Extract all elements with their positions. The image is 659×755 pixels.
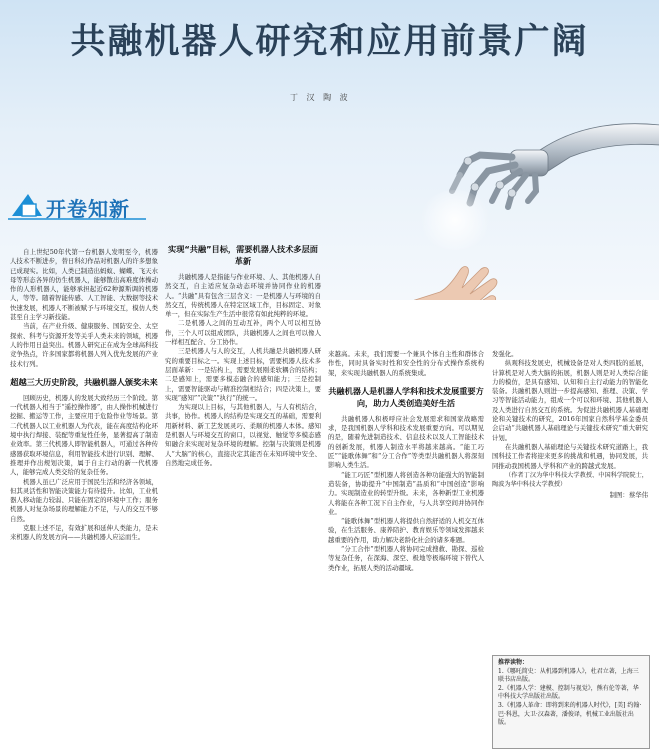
paragraph: 在共融机器人基础理论与关键技术研究道路上，我国科技工作者将迎来更多的挑战和机遇，协同发展，共同推动我国机器人学科和产业的跨越式发展。 [492,442,648,470]
author-note: （作者丁汉为华中科技大学教授、中国科学院院士，陶波为华中科技大学教授） [492,471,648,488]
paragraph: 回顾历史，机器人的发展大致经历三个阶段。第一代机器人相当于“遥控操作器”，由人操作机械进行挖掘、搬运等工作，主要应用于危险作业等场景。第二代机器人以工业机器人为代表，能在高度结构化环境中执行焊接、装配等重复性任务，显著提高了制造业效率。第三代机器人即智能机器人，可通过各种传感器获取环境信息，利用智能技术进行识别、理解、推理并作出规划决策，属于自主行动的新一代机器人，能够完成人类交给的复杂任务。 [10,393,158,477]
recommended-item: 3.《机器人革命：即将到来的机器人时代》，[美] 约翰·巴·科恩，大卫·汉森著，潘俊译，机械工业出版社出版。 [498,701,642,727]
robot-hand-illustration [360,95,659,230]
column-2 [165,236,321,468]
paragraph: 机器人虽已广泛应用于国民生活和经济各领域，但其灵活性和智能决策能力有待提升。比如，工业机器人移动能力较弱、只能在固定的环境中工作；服务机器人对复杂场景的理解能力不足，与人的交互不够自然。 [10,477,158,523]
paragraph: 二是机器人之间的互动互补，两个人可以相互协作，三个人可以组成团队，共融机器人之间也可以像人一样相互配合、分工协作。 [165,319,321,347]
paragraph: 当前，在产业升级、健康服务、国防安全、太空探索、科考与资源开发等关乎人类未来的领域，机器人的作用日益突出。机器人研究正在成为全球高科技竞争热点，许多国家都将机器人列入优先发展的产业技术行列。 [10,322,158,368]
paragraph: 共融机器人积极呼应社会发展需求和国家战略需求，是我国机器人学科和技术发展重要方向。可以期见的是，随着先进制造技术、信息技术以及人工智能技术的创新发展，机器人制造水平将越来越高。“能工巧匠”“能歌体舞”和“分工合作”等类型共融机器人将深刻影响人类生活。 [328,414,484,470]
paragraph: 共融机器人是指能与作业环境、人、其他机器人自然交互，自主适应复杂动态环境并协同作业的机器人。“共融”具有包含三层含义：一是机器人与环境的自然交互，传统机器人在特定区域工作，目标固定、对象单一，但在实际生产生活中很常有如此纯粹的环境。 [165,273,321,319]
subheading: 共融机器人是机器人学科和技术发展重要方向，助力人类创造美好生活 [328,385,484,408]
subheading: 超越三大历史阶段，共融机器人颁奖未来 [10,376,158,387]
paragraph: 三是机器人与人的交互，人机共融是共融机器人研究的重要目标之一。实现上述目标，需要机器人技术多层面革新：一是结构上，需要发展刚柔软耦合的结构；二是感知上，需要多模态融合的感知能力；三是控制上，需要智能驱动与精准控制相结合；四是决策上，要实现“感知”“决策”“执行”的统一。 [165,347,321,402]
paragraph: “分工合作”型机器人将协同完成搜救、勘探、巡检等复杂任务，在深海、深空、极地等极端环境下替代人类作业，拓展人类的活动疆域。 [328,545,484,572]
article-title: 共融机器人研究和应用前景广阔 [70,22,589,62]
column-1 [10,248,158,543]
recommended-heading: 推荐读物： [498,659,529,666]
paragraph: 为实现以上目标，与其他机器人，与人有机结合，共事，协作。机器人的结构是实现交互的基础，需要利用新材料、新工艺发展灵巧、柔顺的机器人本体。感知是机器人与环境交互的窗口，以视觉、触觉等多模态感知融合来实现对复杂环境的理解。控制与决策则是机器人“大脑”的核心，直接决定其能否在未知环境中安全、自然地完成任务。 [165,403,321,467]
recommended-reading-box [492,655,650,749]
paragraph: 发强化。 [492,350,518,358]
section-badge-label: 开卷知新 [46,197,130,221]
subheading: 实现“共融”目标，需要机器人技术多层面革新 [168,244,318,266]
section-badge [8,190,146,222]
column-4 [492,350,648,500]
recommended-item: 2.《机器人学：建模、控制与视觉》，熊有伦等著，华中科技大学出版社出版。 [498,684,639,701]
paragraph: “能歌体舞”型机器人将提供自然舒适的人机交互体验，在生活服务、康养陪护、教育娱乐等领域发挥越来越重要的作用，助力解决老龄化社会的诸多难题。 [328,517,484,544]
paragraph: 克服上述不足，有效扩展和延伸人类能力，是未来机器人的发展方向——共融机器人应运而生。 [10,524,158,542]
paragraph: 来越高。未来，我们需要一个兼具个体自主性和群体合作性，同时具备实时性和安全性的分布式操作系统构架，来实现共融机器人的系统集成。 [328,350,484,377]
paragraph: 纵观科技发展史，机械设备是对人类四肢的延展，计算机是对人类大脑的拓展，机器人则是对人类综合能力的模仿，是具有感知、认知和自主行动能力的智能化装备。共融机器人则进一步提高感知、推理、决策、学习等智能活动能力，组成一个可以和环境、其他机器人及人类进行自然交互的系统。为促进共融机器人基础理论和关键技术的研究，2016年国家自然科学基金委员会启动“共融机器人基础理论与关键技术研究”重大研究计划。 [492,359,648,442]
article-author: 丁 汉 陶 波 [290,93,351,102]
recommended-item: 1.《哪吒简史：从机器到机器人》，杜君立著，上海三联书店出版。 [498,667,639,684]
paragraph: 自上世纪50年代第一台机器人发明至今，机器人技术不断进步，替日科幻作品对机器人的许多想象已成现实。比如，人类已制造出蚂蚁、蝴蝶、飞天水母等形态各异的仿生机器人，能够散出高难度体操动作的人形机器人，能够承担起近62种源斯调的机器人，等等。随着智能传感、人工智能、大数据等技术快速发展，机器人不断被赋予与环境交互，模仿人类甚至自主学习新技能。 [10,248,158,322]
column-3 [328,350,484,573]
human-hand-illustration [330,230,530,300]
paragraph: “能工巧匠”型机器人将创造各种功能强大的智能制造装备，协助提升“中国制造”品质和“中国创造”影响力。实现制造业的转型升级。未来，各种新型工业机器人将能在各种工况下自主作业，与人共享空间并协同作业。 [328,470,484,516]
editor-credit: 制图：蔡华伟 [609,490,648,499]
